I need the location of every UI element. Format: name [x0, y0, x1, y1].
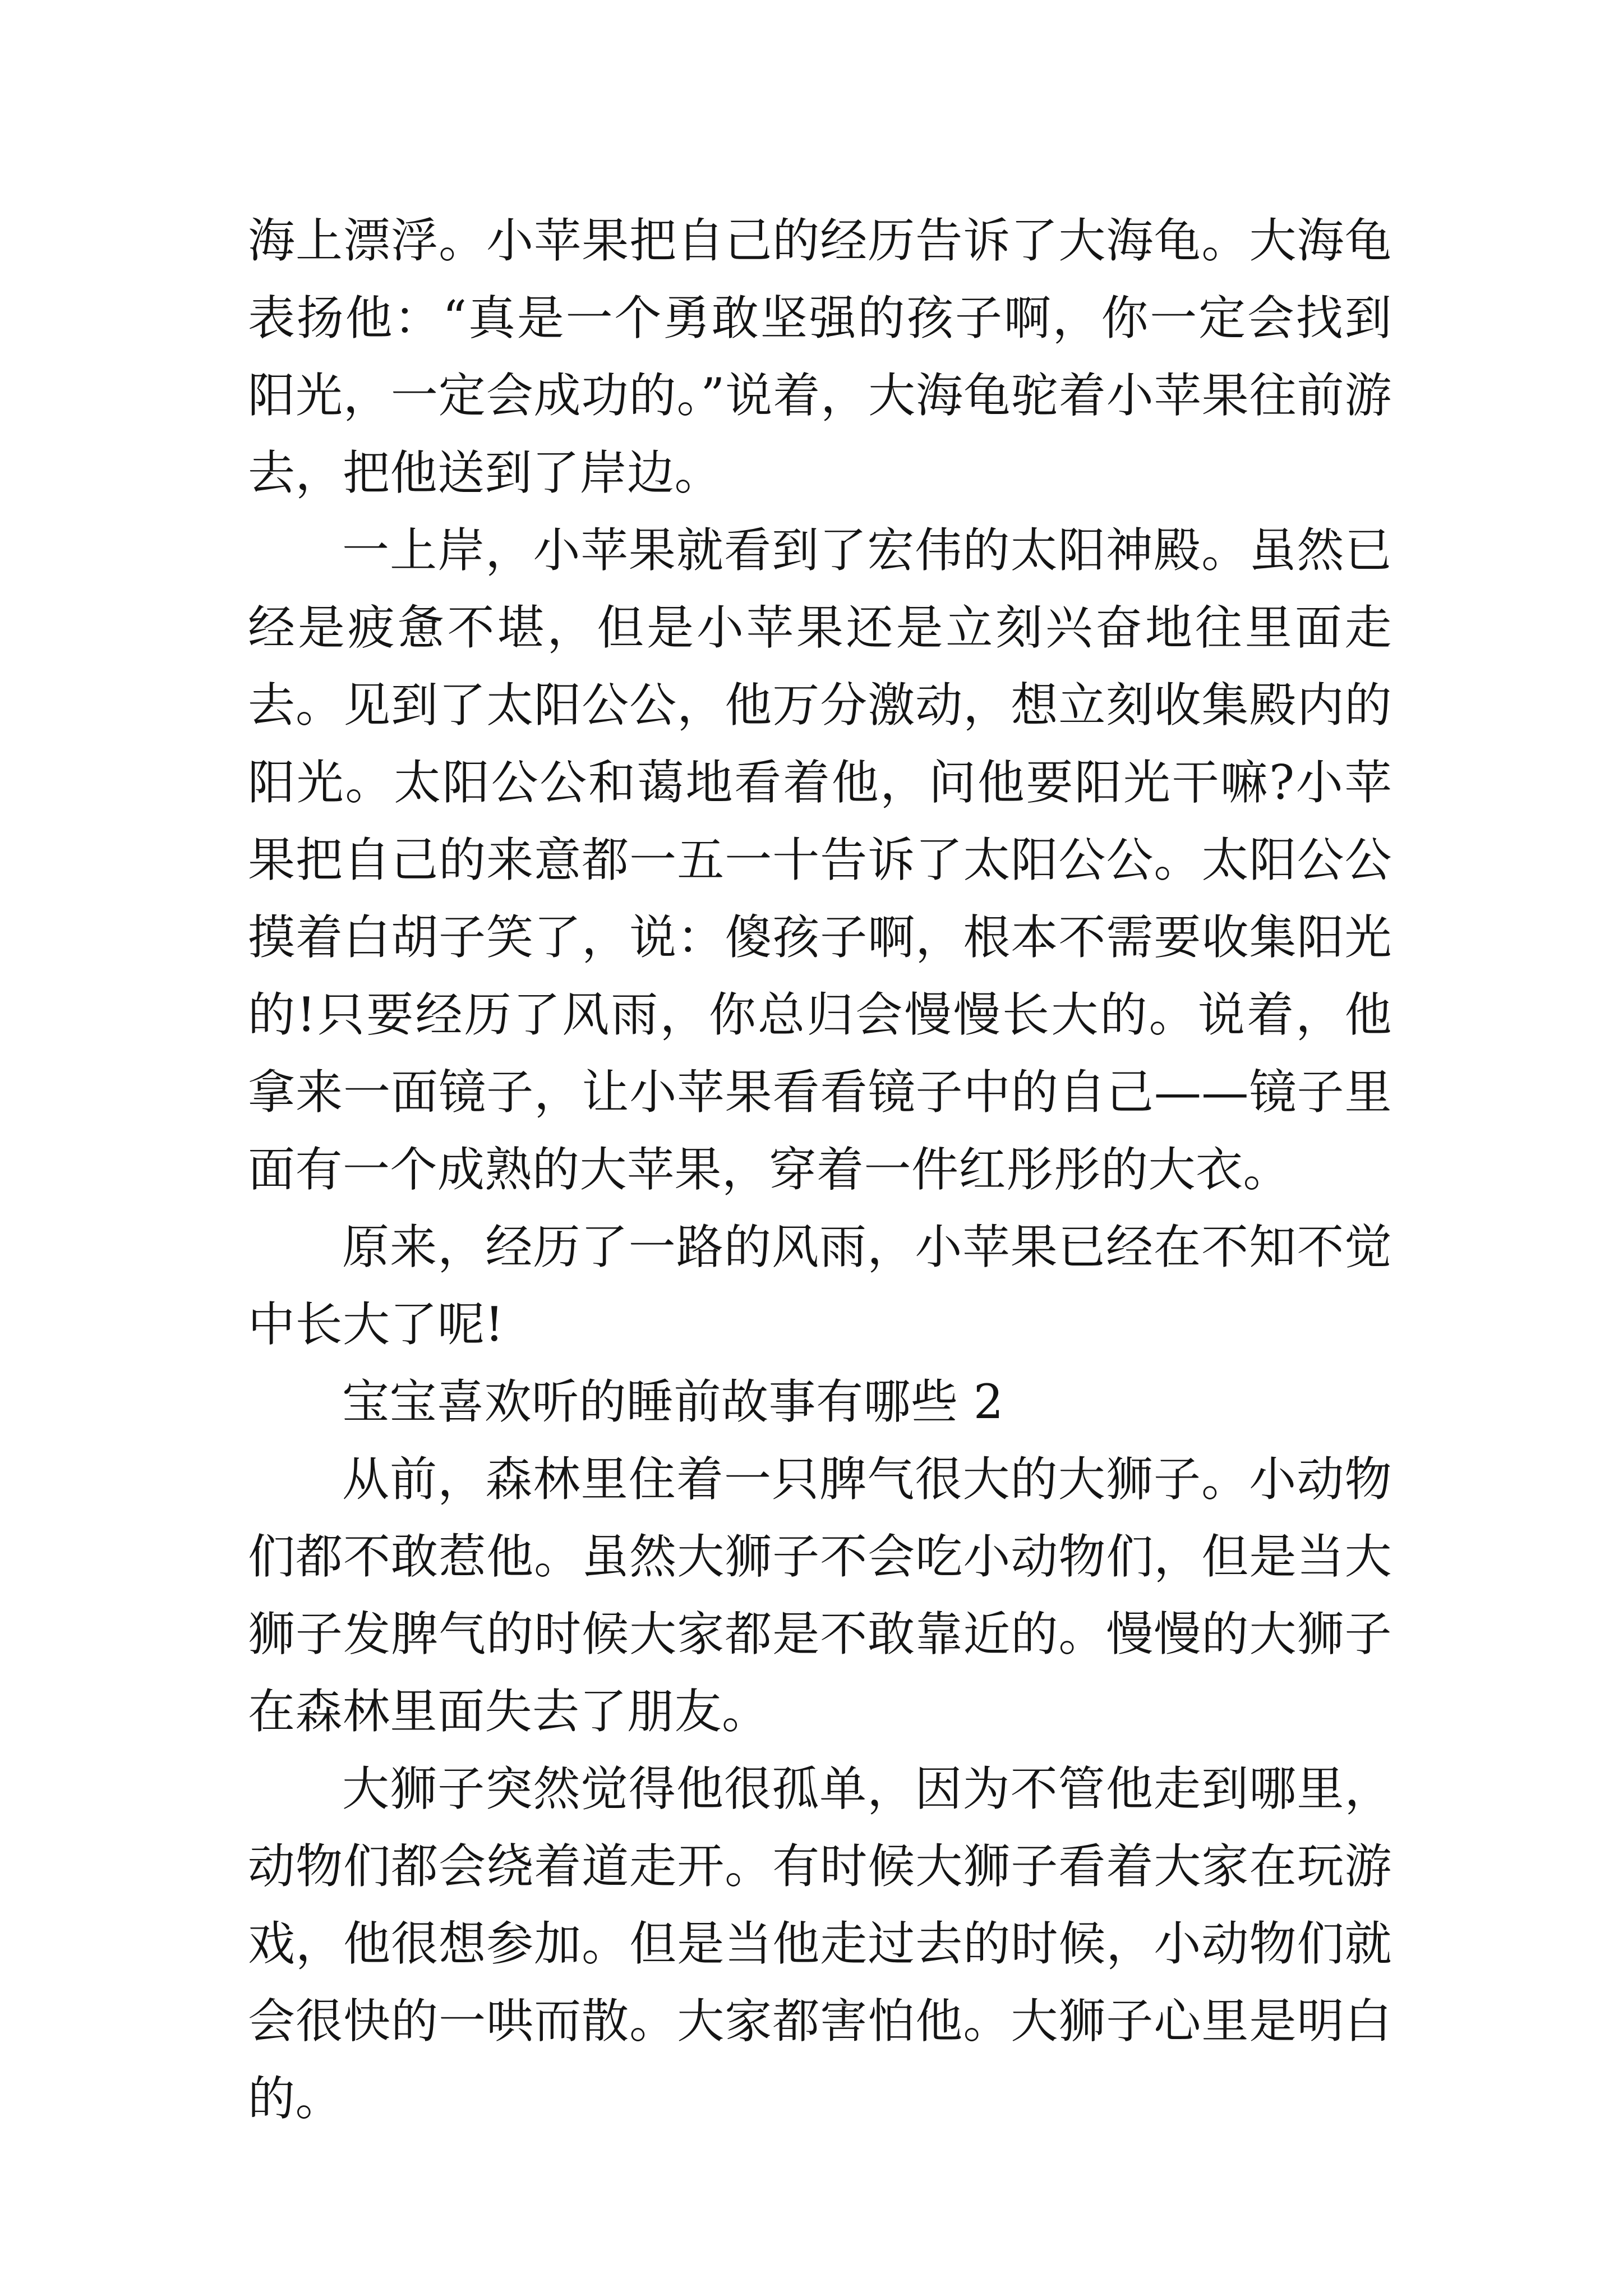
- paragraph-conclusion: 原来，经历了一路的风雨，小苹果已经在不知不觉中长大了呢!: [248, 1220, 1392, 1352]
- section-heading: 宝宝喜欢听的睡前故事有哪些 2: [342, 1374, 1004, 1429]
- paragraph-sun-palace: 一上岸，小苹果就看到了宏伟的太阳神殿。虽然已经是疲惫不堪，但是小苹果还是立刻兴奋地往里面走去。见到了太阳公公，他万分激动，想立刻收集殿内的阳光。太阳公公和蔼地看着他，问他要阳光干嘛?小苹果把自己的来意都一五一十告诉了太阳公公。太阳公公摸着白胡子笑了，说：傻孩子啊，根本不需要收集阳光的!只要经历了风雨，你总归会慢慢长大的。说着，他拿来一面镜子，让小苹果看看镜子中的自己——镜子里面有一个成熟的大苹果，穿着一件红彤彤的大衣。: [248, 523, 1392, 1197]
- paragraph-continuation: 海上漂浮。小苹果把自己的经历告诉了大海龟。大海龟表扬他：“真是一个勇敢坚强的孩子啊，你一定会找到阳光，一定会成功的。”说着，大海龟驼着小苹果往前游去，把他送到了岸边。: [248, 213, 1392, 500]
- document-body: [248, 202, 1392, 2137]
- paragraph-lion-lonely: 大狮子突然觉得他很孤单，因为不管他走到哪里，动物们都会绕着道走开。有时候大狮子看着大家在玩游戏，他很想参加。但是当他走过去的时候，小动物们就会很快的一哄而散。大家都害怕他。大狮子心里是明白的。: [248, 1761, 1392, 2126]
- paragraph-lion-intro: 从前，森林里住着一只脾气很大的大狮子。小动物们都不敢惹他。虽然大狮子不会吃小动物们，但是当大狮子发脾气的时候大家都是不敢靠近的。慢慢的大狮子在森林里面失去了朋友。: [248, 1452, 1392, 1739]
